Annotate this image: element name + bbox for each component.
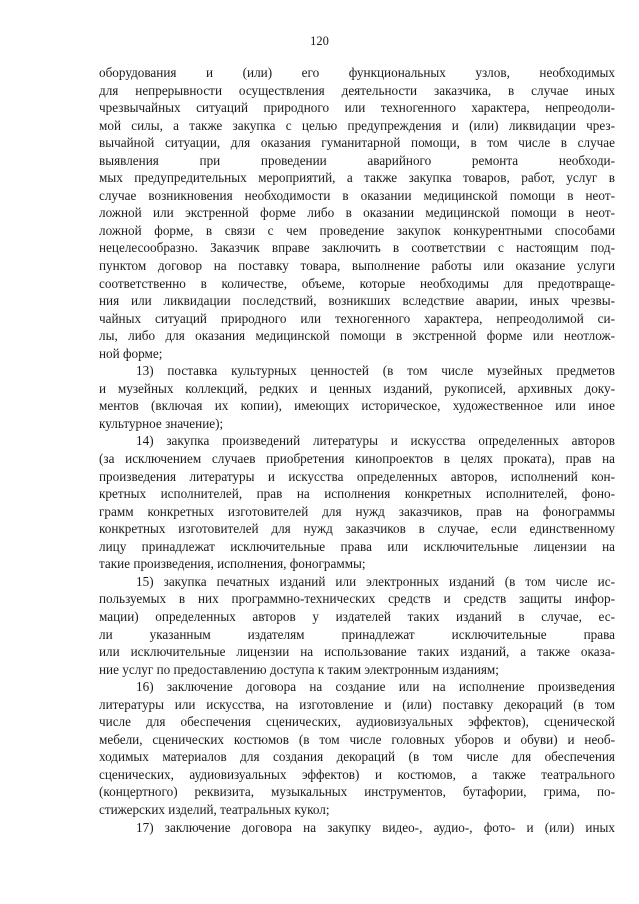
text-line: 16) заключение договора на создание или на исполнение произведения — [136, 679, 615, 695]
text-line: соответственно в количестве, объеме, которые необходимы для предотвраще- — [99, 275, 615, 291]
text-line: или исключительные лицензии на использование таких изданий, а также оказа- — [99, 644, 615, 660]
text-line: ложной или экстренной форме либо в оказании медицинской помощи в неот- — [99, 205, 615, 221]
text-line: стижерских изделий, театральных кукол; — [99, 801, 330, 817]
text-line: конкретных изготовителей для нужд заказчиков в случае, если единственному — [99, 521, 615, 537]
text-line: ния или ликвидации последствий, возникших вследствие аварии, иных чрезвы- — [99, 293, 615, 309]
text-line: 15) закупка печатных изданий или электронных изданий (в том числе ис- — [136, 573, 615, 589]
text-line: такие произведения, исполнения, фонограммы; — [99, 556, 366, 572]
text-line: случае возникновения необходимости в оказании медицинской помощи в неот- — [99, 187, 615, 203]
text-line: пользуемых в них программно-технических средств и средств защиты инфор- — [99, 591, 615, 607]
text-line: 14) закупка произведений литературы и искусства определенных авторов — [136, 433, 615, 449]
text-line: чрезвычайных ситуаций природного или техногенного характера, непреодоли- — [99, 100, 615, 116]
text-line: 13) поставка культурных ценностей (в том числе музейных предметов — [136, 363, 615, 379]
text-line: 17) заключение договора на закупку видео-, аудио-, фото- и (или) иных — [136, 819, 615, 835]
text-line: мых предупредительных мероприятий, а также закупка товаров, работ, услуг в — [99, 170, 615, 186]
text-line: ложной форме, в связи с чем проведение закупок конкурентными способами — [99, 222, 615, 238]
text-line: ходимых материалов для создания декораций (в том числе для обеспечения — [99, 749, 615, 765]
text-line: мой силы, а также закупка с целью предупреждения и (или) ликвидации чрез- — [99, 117, 615, 133]
text-line: ние услуг по предоставлению доступа к таким электронным изданиям; — [99, 661, 499, 677]
text-line: ли указанным издателям принадлежат исключительные права — [99, 626, 615, 642]
text-line: (за исключением случаев приобретения кинопроектов в целях проката), прав на — [99, 451, 615, 467]
text-line: ной форме; — [99, 345, 163, 361]
text-line: нецелесообразно. Заказчик вправе заключить в соответствии с настоящим под- — [99, 240, 615, 256]
text-line: ментов (включая их копии), имеющих историческое, художественное или иное — [99, 398, 615, 414]
text-line: сценических, аудиовизуальных эффектов) и костюмов, а также театрального — [99, 766, 615, 782]
text-line: числе для обеспечения сценических, аудиовизуальных эффектов), сценической — [99, 714, 615, 730]
text-line: мебели, сценических костюмов (в том числе головных уборов и обуви) и необ- — [99, 731, 615, 747]
text-line: культурное значение); — [99, 415, 224, 431]
text-line: литературы или искусства, на изготовление и (или) поставку декораций (в том — [99, 696, 615, 712]
text-line: лы, либо для оказания медицинской помощи в экстренной форме или неотлож- — [99, 328, 615, 344]
document-body — [99, 64, 615, 836]
text-line: выявления при проведении аварийного ремонта необходи- — [99, 152, 615, 168]
text-line: вычайной ситуации, для оказания гуманитарной помощи, в том числе в случае — [99, 135, 615, 151]
text-line: грамм конкретных изготовителей для нужд заказчиков, прав на фонограммы — [99, 503, 615, 519]
text-line: оборудования и (или) его функциональных узлов, необходимых — [99, 65, 615, 80]
text-line: для непрерывности осуществления деятельности заказчика, в случае иных — [99, 82, 615, 98]
page-number: 120 — [310, 34, 329, 48]
text-line: мации) определенных авторов у издателей таких изданий в случае, ес- — [99, 608, 615, 624]
text-line: пунктом договор на поставку товара, выполнение работы или оказание услуги — [99, 258, 615, 274]
text-line: произведения литературы и искусства определенных авторов, исполнений кон- — [99, 468, 615, 484]
text-line: лицу принадлежат исключительные права или исключительные лицензии на — [99, 538, 615, 554]
text-line: чайных ситуаций природного или техногенного характера, непреодолимой си- — [99, 310, 615, 326]
text-line: и музейных коллекций, редких и ценных изданий, рукописей, архивных доку- — [99, 380, 615, 396]
text-line: (концертного) реквизита, музыкальных инструментов, бутафории, грима, по- — [99, 784, 615, 800]
text-line: кретных исполнителей, прав на исполнения конкретных исполнителей, фоно- — [99, 486, 615, 502]
